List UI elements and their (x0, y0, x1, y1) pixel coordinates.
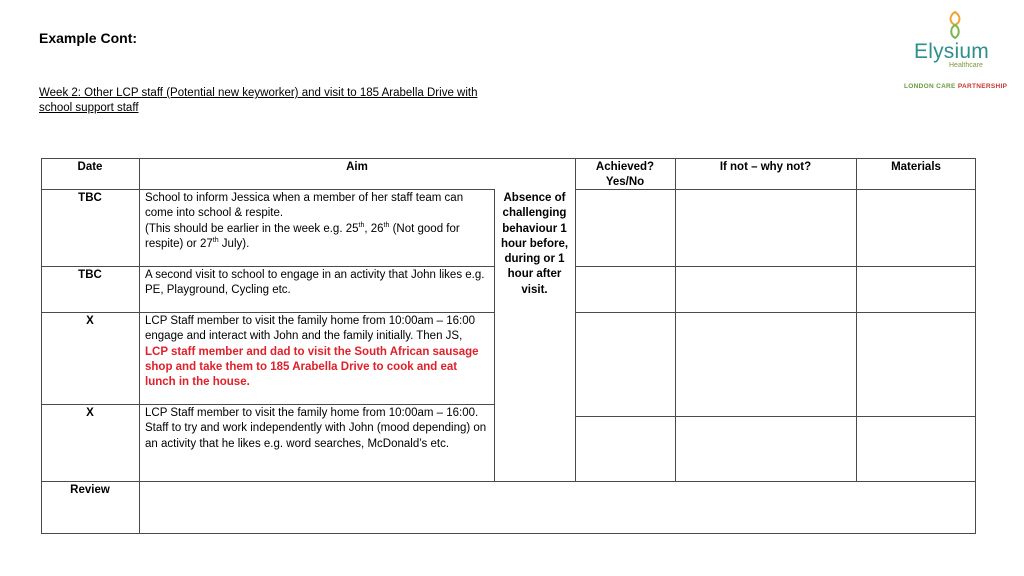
leaf-emblem-icon (944, 10, 966, 40)
header-achieved: Achieved? Yes/No (595, 161, 655, 189)
logo-wordmark: Elysium (914, 40, 989, 63)
partnership-label-part2: PARTNERSHIP (957, 83, 1008, 90)
page-title: Example Cont: (39, 30, 138, 46)
row-review-label: Review (70, 484, 110, 496)
criterion-cell: Absence of challenging behaviour 1 hour before, during or 1 hour after visit. (500, 192, 569, 296)
row-4-aim: LCP Staff member to visit the family home from 10:00am – 16:00. Staff to try and work independently with John (mood depending) on an activity that he likes e.g. word searches, McDonald’s etc. (145, 407, 487, 450)
row-4-date: X (86, 407, 94, 419)
elysium-logo (892, 8, 1016, 96)
partnership-label (904, 83, 1007, 90)
header-materials: Materials (891, 161, 941, 173)
header-aim: Aim (346, 161, 368, 173)
row-1-date: TBC (78, 192, 102, 204)
row-3-aim-highlight: LCP staff member and dad to visit the South African sausage shop and take them to 185 Arabella Drive to cook and eat lunch in the house. (145, 345, 479, 389)
logo-subtext: Healthcare (949, 62, 983, 69)
row-3-date: X (86, 315, 94, 327)
row-3-aim: LCP Staff member to visit the family home from 10:00am – 16:00 engage and interact with John and the family initially. Then JS, LCP staff member and dad to visit the South African sausage shop and take them to 185 Arabella Drive to cook and eat lunch in the house. (145, 315, 479, 389)
plan-table (41, 158, 976, 534)
row-1-aim: School to inform Jessica when a member of her staff team can come into school & respite. (This should be earlier in the week e.g. 25th, 26th (Not good for respite) or 27th July). (145, 192, 464, 250)
header-date: Date (77, 161, 103, 173)
partnership-label-part1: LONDON CARE (904, 83, 956, 90)
header-why-not: If not – why not? (719, 161, 812, 173)
row-2-aim: A second visit to school to engage in an activity that John likes e.g. PE, Playground, Cycling etc. (145, 269, 485, 297)
page-subtitle: Week 2: Other LCP staff (Potential new keyworker) and visit to 185 Arabella Drive with school support staff (39, 87, 478, 114)
row-2-date: TBC (78, 269, 102, 281)
